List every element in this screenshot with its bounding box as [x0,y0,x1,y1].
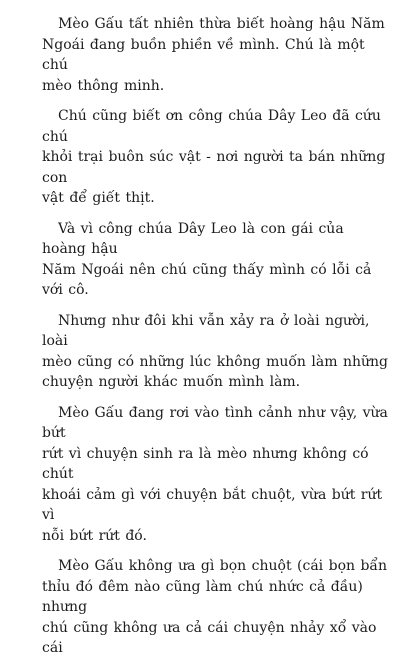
paragraph-6: Mèo Gấu không ưa gì bọn chuột (cái bọn bẩn thỉu đó đêm nào cũng làm chú nhức cả đầu) nhưng chú cũng không ưa cả cái chuyện nhảy xổ vào cái [42,558,388,656]
paragraph-1: Mèo Gấu tất nhiên thừa biết hoàng hậu Năm Ngoái đang buồn phiền về mình. Chú là một chú mèo thông minh. [42,16,385,94]
paragraph-3: Và vì công chúa Dây Leo là con gái của hoàng hậu Năm Ngoái nên chú cũng thấy mình có lỗi cả với cô. [42,220,372,298]
body-text [42,14,388,669]
paragraph-2: Chú cũng biết ơn công chúa Dây Leo đã cứu chú khỏi trại buôn súc vật - nơi người ta bán những con vật để giết thịt. [42,108,386,206]
paragraph-5: Mèo Gấu đang rơi vào tình cảnh như vậy, vừa bứt rứt vì chuyện sinh ra là mèo nhưng không có chút khoái cảm gì với chuyện bắt chuột, vừa bứt rứt vì nỗi bứt rứt đó. [42,404,388,544]
paragraph-4: Nhưng như đôi khi vẫn xảy ra ở loài người, loài mèo cũng có những lúc không muốn làm những chuyện người khác muốn mình làm. [42,312,388,390]
